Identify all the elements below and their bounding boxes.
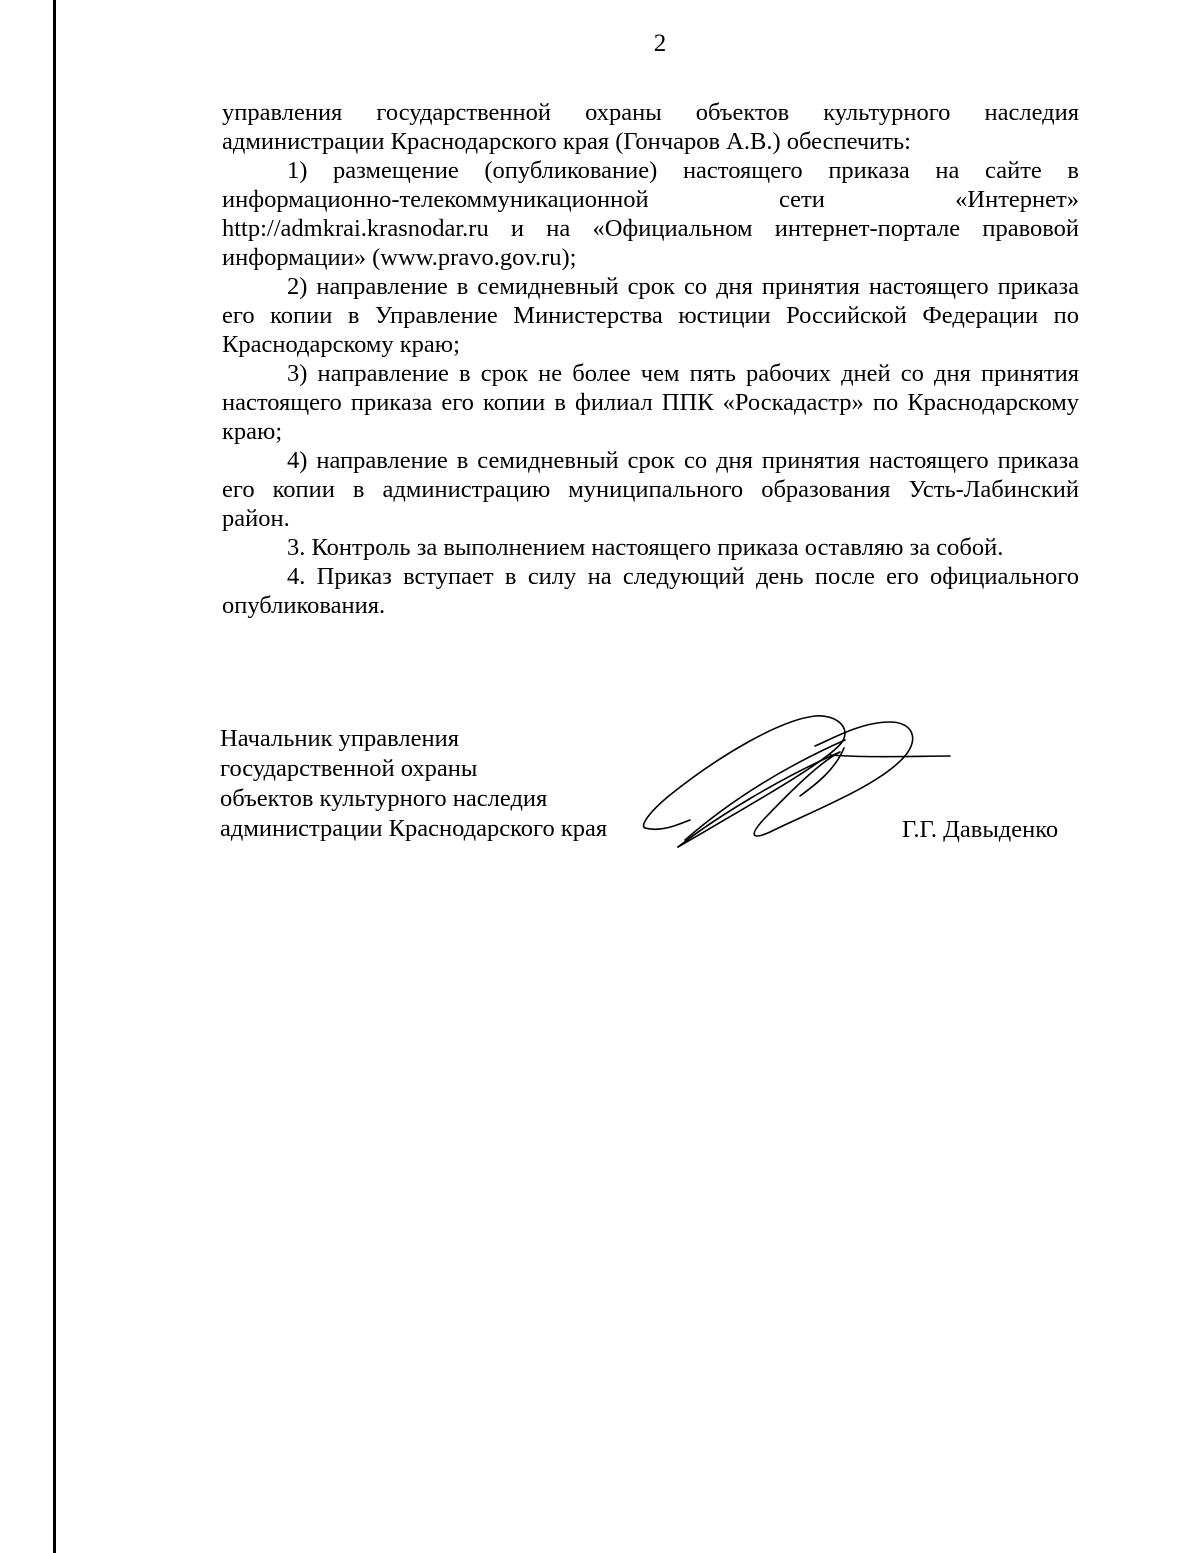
signer-name: Г.Г. Давыденко: [902, 816, 1059, 843]
page-left-edge-line: [53, 0, 56, 1553]
paragraph-item-2-ministry-of-justice: 2) направление в семидневный срок со дня принятия настоящего приказа его копии в Управление Министерства юстиции Российской Федерации по Краснодарскому краю;: [222, 273, 1079, 358]
signer-position-line: Начальник управления: [220, 725, 459, 752]
paragraph-item-1-publication: 1) размещение (опубликование) настоящего приказа на сайте в информационно-телекоммуникационной сети «Интернет» http://admkrai.krasnodar.ru и на «Официальном интернет-портале правовой информации» (www.pravo.gov.ru);: [222, 157, 1079, 271]
signer-position-line: объектов культурного наследия: [220, 785, 548, 812]
signer-position-line: государственной охраны: [220, 755, 478, 782]
signer-position: [220, 724, 607, 844]
paragraph-intro: управления государственной охраны объектов культурного наследия администрации Краснодарского края (Гончаров А.В.) обеспечить:: [222, 99, 1079, 155]
page-number: 2: [653, 30, 667, 57]
document-body: [222, 98, 1079, 620]
paragraph-item-4-municipal-administration: 4) направление в семидневный срок со дня принятия настоящего приказа его копии в администрацию муниципального образования Усть-Лабинский район.: [222, 447, 1079, 532]
paragraph-clause-3-control: 3. Контроль за выполнением настоящего приказа оставляю за собой.: [287, 534, 1004, 561]
paragraph-item-3-roskadastr: 3) направление в срок не более чем пять рабочих дней со дня принятия настоящего приказа его копии в филиал ППК «Роскадастр» по Краснодарскому краю;: [222, 360, 1079, 445]
paragraph-clause-4-effective-date: 4. Приказ вступает в силу на следующий день после его официального опубликования.: [222, 563, 1079, 619]
signer-position-line: администрации Краснодарского края: [220, 815, 608, 842]
